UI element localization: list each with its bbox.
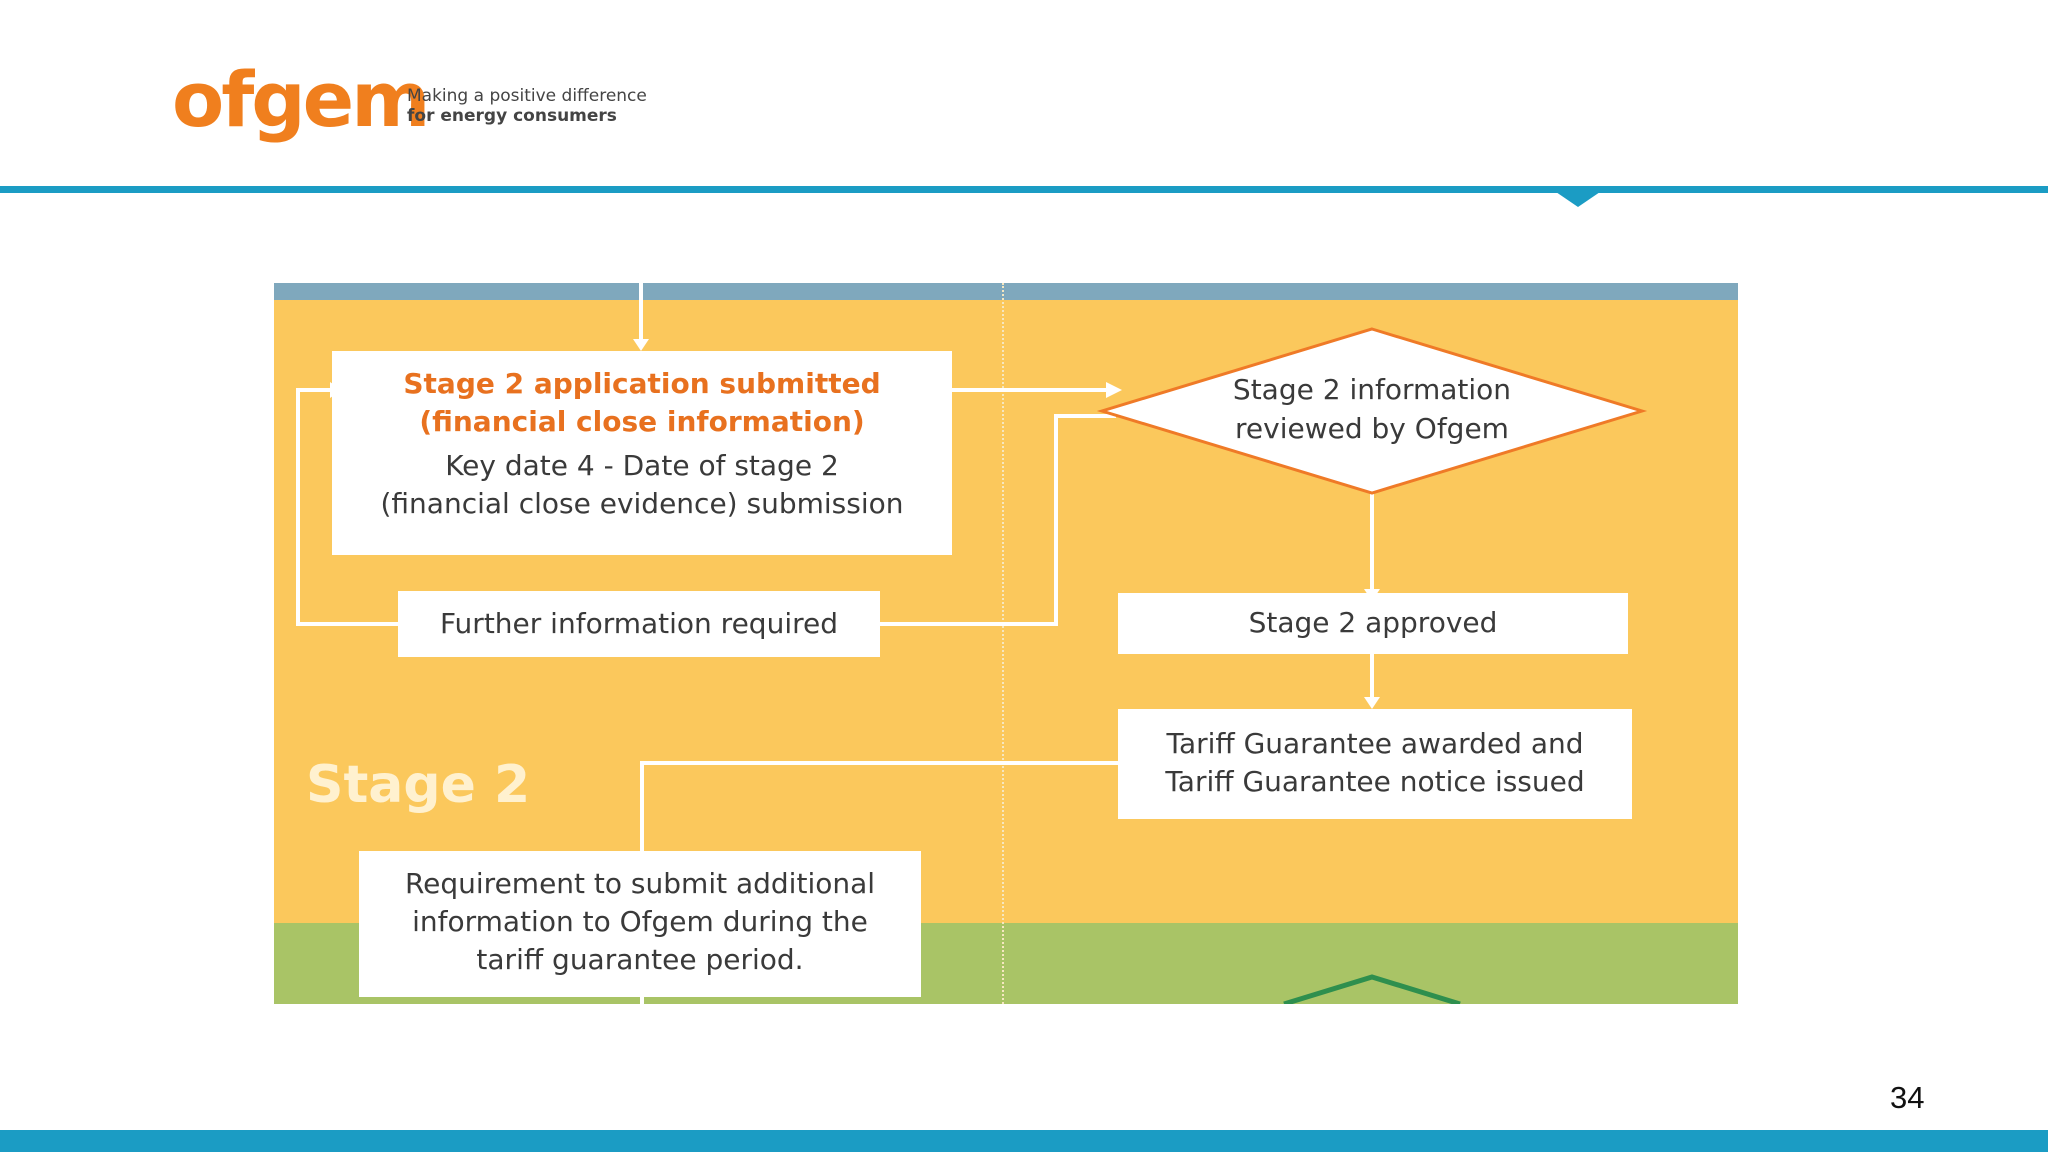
footer-bar <box>0 1130 2048 1152</box>
application-detail-line-2: (financial close evidence) submission <box>380 487 904 520</box>
requirement-line-2: information to Ofgem during the <box>412 905 868 938</box>
stage-2-flowchart <box>274 283 1738 1004</box>
tagline-line-1: Making a positive difference <box>407 86 647 106</box>
header-notch <box>1556 192 1600 207</box>
stage-2-approved-text: Stage 2 approved <box>1248 606 1498 639</box>
ofgem-logo: ofgem <box>172 55 428 144</box>
further-information-box <box>398 591 880 657</box>
stage-2-approved-box <box>1118 593 1628 654</box>
requirement-line-3: tariff guarantee period. <box>476 943 804 976</box>
application-title-line-1: Stage 2 application submitted <box>403 367 881 400</box>
review-diamond <box>1102 329 1642 493</box>
awarded-line-2: Tariff Guarantee notice issued <box>1165 765 1585 798</box>
header-divider <box>0 186 2048 193</box>
requirement-box <box>359 851 921 997</box>
review-line-2: reviewed by Ofgem <box>1235 412 1509 445</box>
application-detail-line-1: Key date 4 - Date of stage 2 <box>445 449 839 482</box>
application-submitted-box <box>332 351 952 555</box>
application-title-line-2: (financial close information) <box>419 405 865 438</box>
tagline <box>407 86 647 126</box>
awarded-line-1: Tariff Guarantee awarded and <box>1166 727 1584 760</box>
further-information-text: Further information required <box>439 607 838 640</box>
stage-label: Stage 2 <box>306 755 531 815</box>
page-number: 34 <box>1890 1080 1925 1115</box>
tagline-line-2: for energy consumers <box>407 106 617 126</box>
requirement-line-1: Requirement to submit additional <box>404 867 876 900</box>
review-line-1: Stage 2 information <box>1232 373 1512 406</box>
tariff-guarantee-box <box>1118 709 1632 819</box>
